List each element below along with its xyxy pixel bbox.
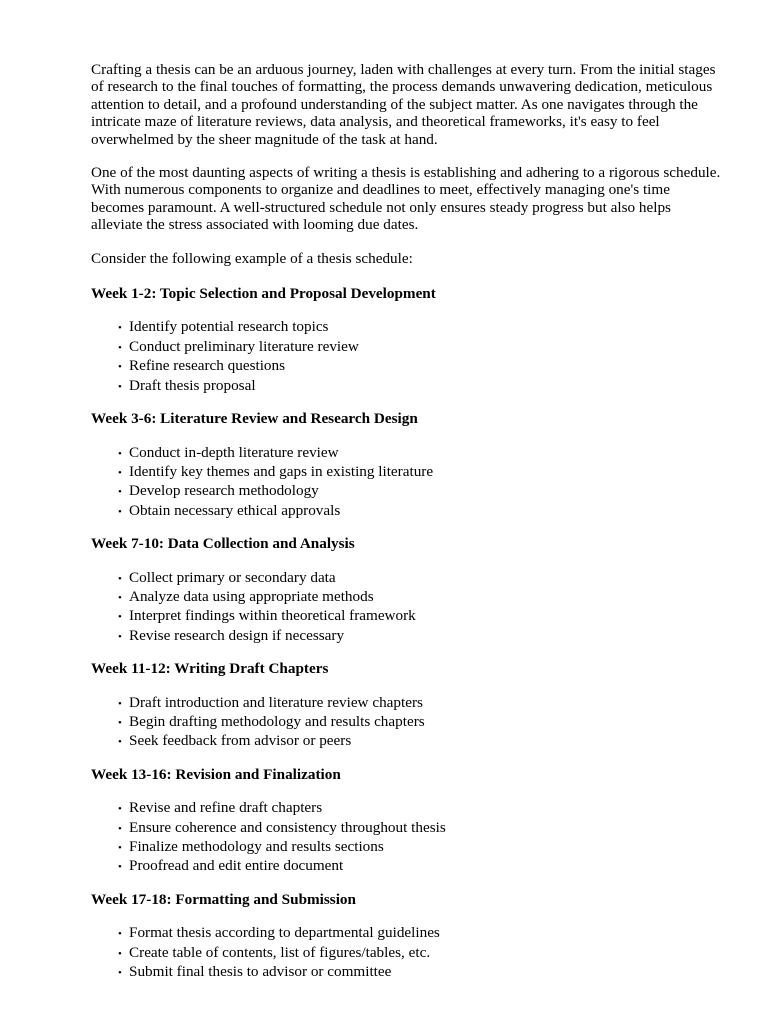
task-text: Ensure coherence and consistency throughout thesis xyxy=(129,818,446,836)
bullet-icon: • xyxy=(118,697,122,710)
task-list xyxy=(91,924,731,982)
task-text: Proofread and edit entire document xyxy=(129,857,344,875)
week-section xyxy=(91,660,731,752)
task-text: Analyze data using appropriate methods xyxy=(129,587,374,605)
task-text: Create table of contents, list of figures/tables, etc. xyxy=(129,943,431,961)
task-text: Collect primary or secondary data xyxy=(129,568,336,586)
week-section xyxy=(91,285,731,396)
task-item xyxy=(118,944,731,963)
task-item xyxy=(118,318,731,337)
task-text: Conduct preliminary literature review xyxy=(129,337,359,355)
document-body xyxy=(91,61,731,996)
task-list xyxy=(91,799,731,877)
task-text: Revise research design if necessary xyxy=(129,626,345,644)
week-section xyxy=(91,766,731,877)
bullet-icon: • xyxy=(118,322,122,335)
task-item xyxy=(118,588,731,607)
week-section xyxy=(91,410,731,521)
bullet-icon: • xyxy=(118,380,122,393)
task-text: Identify potential research topics xyxy=(129,318,329,336)
task-item xyxy=(118,627,731,646)
intro-paragraph-1: Crafting a thesis can be an arduous journey, laden with challenges at every turn. From the initial stages of research to the final touches of formatting, the process demands unwavering dedication, meticulous attention to detail, and a profound understanding of the subject matter. As one navigates through the intricate maze of literature reviews, data analysis, and theoretical frameworks, it's easy to feel overwhelmed by the sheer magnitude of the task at hand. xyxy=(91,61,716,148)
task-item xyxy=(118,338,731,357)
task-text: Seek feedback from advisor or peers xyxy=(129,732,352,750)
task-item xyxy=(118,357,731,376)
week-heading: Week 1-2: Topic Selection and Proposal Development xyxy=(91,285,436,303)
bullet-icon: • xyxy=(118,822,122,835)
week-section xyxy=(91,891,731,983)
task-item xyxy=(118,694,731,713)
week-section xyxy=(91,535,731,646)
task-text: Refine research questions xyxy=(129,357,286,375)
task-item xyxy=(118,377,731,396)
bullet-icon: • xyxy=(118,466,122,479)
bullet-icon: • xyxy=(118,928,122,941)
task-item xyxy=(118,963,731,982)
task-text: Format thesis according to departmental guidelines xyxy=(129,924,440,942)
bullet-icon: • xyxy=(118,967,122,980)
task-item xyxy=(118,444,731,463)
task-item xyxy=(118,799,731,818)
task-item xyxy=(118,819,731,838)
bullet-icon: • xyxy=(118,716,122,729)
task-item xyxy=(118,607,731,626)
week-heading: Week 17-18: Formatting and Submission xyxy=(91,890,356,908)
task-list xyxy=(91,569,731,647)
task-text: Finalize methodology and results sections xyxy=(129,838,384,855)
task-text: Revise and refine draft chapters xyxy=(129,799,323,817)
bullet-icon: • xyxy=(118,630,122,643)
task-text: Develop research methodology xyxy=(129,482,319,500)
bullet-icon: • xyxy=(118,736,122,749)
task-text: Obtain necessary ethical approvals xyxy=(129,501,341,519)
week-heading: Week 11-12: Writing Draft Chapters xyxy=(91,660,329,678)
task-item xyxy=(118,857,731,876)
bullet-icon: • xyxy=(118,803,122,816)
bullet-icon: • xyxy=(118,591,122,604)
bullet-icon: • xyxy=(118,572,122,585)
task-item xyxy=(118,713,731,732)
task-text: Draft thesis proposal xyxy=(129,376,256,394)
intro-paragraph-2: One of the most daunting aspects of writing a thesis is establishing and adhering to a rigorous schedule. With numerous components to organize and deadlines to meet, effectively managing one's time becomes paramount. A well-structured schedule not only ensures steady progress but also helps alleviate the stress associated with looming due dates. xyxy=(91,164,721,234)
task-list xyxy=(91,318,731,396)
task-list xyxy=(91,694,731,752)
week-heading: Week 3-6: Literature Review and Research Design xyxy=(91,410,418,428)
week-heading: Week 7-10: Data Collection and Analysis xyxy=(91,535,355,553)
bullet-icon: • xyxy=(118,947,122,960)
task-item xyxy=(118,482,731,501)
bullet-icon: • xyxy=(118,861,122,874)
task-item xyxy=(118,838,731,857)
task-text: Conduct in-depth literature review xyxy=(129,443,339,461)
task-item xyxy=(118,463,731,482)
bullet-icon: • xyxy=(118,341,122,354)
task-item xyxy=(118,924,731,943)
task-text: Interpret findings within theoretical framework xyxy=(129,607,416,625)
task-text: Identify key themes and gaps in existing literature xyxy=(129,462,434,480)
task-item xyxy=(118,502,731,521)
bullet-icon: • xyxy=(118,447,122,460)
bullet-icon: • xyxy=(118,361,122,374)
task-text: Begin drafting methodology and results chapters xyxy=(129,712,425,730)
task-item xyxy=(118,732,731,751)
task-list xyxy=(91,444,731,522)
task-text: Submit final thesis to advisor or committee xyxy=(129,963,392,981)
bullet-icon: • xyxy=(118,505,122,518)
schedule-intro: Consider the following example of a thesis schedule: xyxy=(91,249,413,267)
bullet-icon: • xyxy=(118,842,122,854)
task-item xyxy=(118,569,731,588)
week-heading: Week 13-16: Revision and Finalization xyxy=(91,765,341,783)
bullet-icon: • xyxy=(118,611,122,624)
task-text: Draft introduction and literature review chapters xyxy=(129,693,423,711)
bullet-icon: • xyxy=(118,486,122,499)
